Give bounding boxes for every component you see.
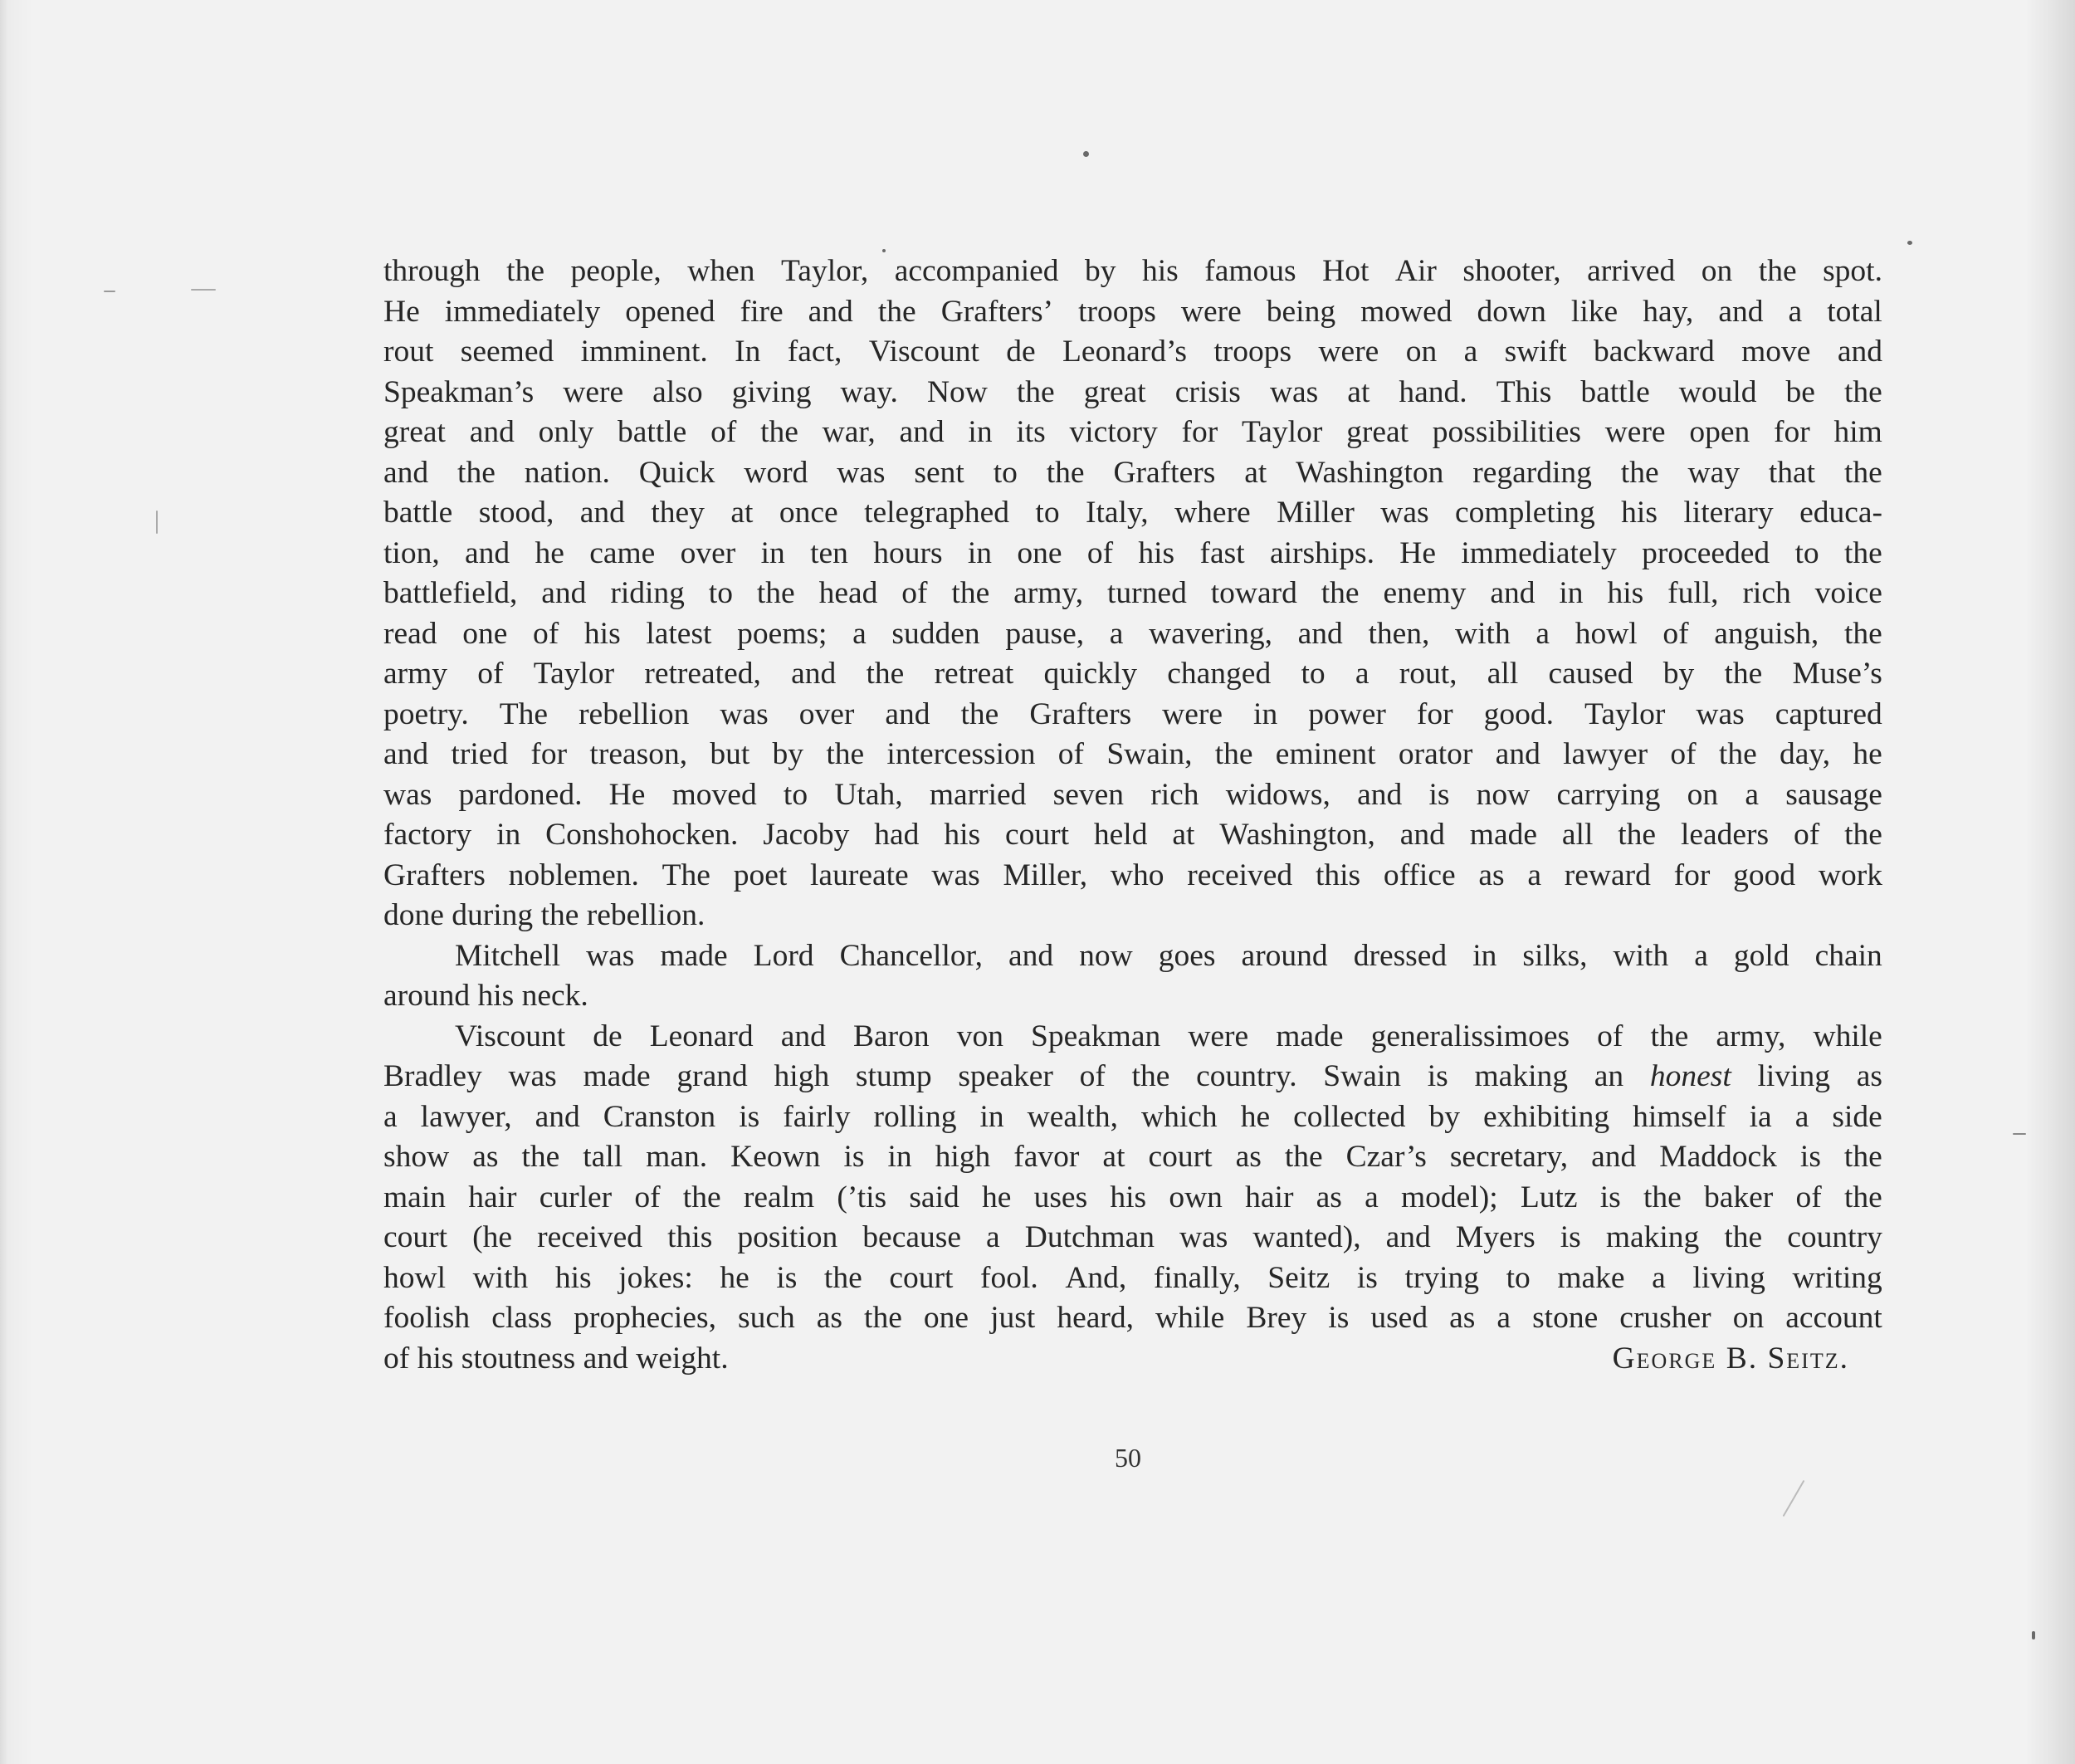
text-line: great and only battle of the war, and in its victory for Taylor great possibilities were open for him (383, 415, 1882, 449)
closing-text: of his stoutness and weight. (383, 1341, 729, 1376)
text-line: Speakman’s were also giving way. Now the great crisis was at hand. This battle would be the (383, 374, 1882, 409)
text-line: Grafters noblemen. The poet laureate was Miller, who received this office as a reward for good work (383, 858, 1882, 892)
scan-speck (1083, 151, 1089, 157)
text-line: Viscount de Leonard and Baron von Speakman were made generalissimoes of the army, while (455, 1019, 1882, 1053)
body-text (383, 252, 1882, 1379)
text-line: around his neck. (383, 979, 588, 1013)
page-number: 50 (1115, 1443, 1141, 1473)
text-line: Mitchell was made Lord Chancellor, and now goes around dressed in silks, with a gold chain (455, 938, 1882, 973)
scan-speck (1783, 1480, 1805, 1517)
text-line: through the people, when Taylor, accompanied by his famous Hot Air shooter, arrived on the spot. (383, 254, 1882, 288)
emphasized-word: honest (1649, 1059, 1731, 1093)
text-line: show as the tall man. Keown is in high favor at court as the Czar’s secretary, and Maddock is the (383, 1140, 1882, 1174)
author-signature: George B. Seitz. (1612, 1341, 1849, 1376)
text-line: was pardoned. He moved to Utah, married seven rich widows, and is now carrying on a sausage (383, 777, 1882, 812)
text-line: a lawyer, and Cranston is fairly rolling in wealth, which he collected by exhibiting himself ia a side (383, 1099, 1882, 1134)
text-line: and tried for treason, but by the intercession of Swain, the eminent orator and lawyer of the day, he (383, 737, 1882, 771)
text-line: battle stood, and they at once telegraphed to Italy, where Miller was completing his literary educa- (383, 496, 1882, 530)
text-line: howl with his jokes: he is the court fool. And, finally, Seitz is trying to make a living writing (383, 1260, 1882, 1295)
scan-speck (2013, 1133, 2026, 1135)
text-line: He immediately opened fire and the Grafters’ troops were being mowed down like hay, and a total (383, 294, 1882, 329)
text-line: main hair curler of the realm (’tis said he uses his own hair as a model); Lutz is the baker of the (383, 1180, 1882, 1214)
text-line: factory in Conshohocken. Jacoby had his court held at Washington, and made all the leaders of the (383, 818, 1882, 852)
text-line: and the nation. Quick word was sent to the Grafters at Washington regarding the way that the (383, 455, 1882, 490)
text-line: read one of his latest poems; a sudden pause, a wavering, and then, with a howl of anguish, the (383, 616, 1882, 651)
text-line: battlefield, and riding to the head of the army, turned toward the enemy and in his full, rich voice (383, 576, 1882, 610)
closing-line (383, 1339, 1882, 1380)
scan-speck (2032, 1631, 2035, 1639)
text-line: rout seemed imminent. In fact, Viscount de Leonard’s troops were on a swift backward move and (383, 335, 1882, 369)
scan-speck (156, 511, 158, 534)
text-line: poetry. The rebellion was over and the Grafters were in power for good. Taylor was captured (383, 696, 1882, 731)
scan-speck (191, 289, 216, 291)
text-line: foolish class prophecies, such as the one just heard, while Brey is used as a stone crusher on account (383, 1301, 1882, 1335)
scan-speck (1907, 241, 1912, 245)
text-line: army of Taylor retreated, and the retreat quickly changed to a rout, all caused by the Muse’s (383, 657, 1882, 691)
text-line: done during the rebellion. (383, 898, 706, 932)
scan-speck (104, 291, 115, 292)
text-line: court (he received this position because a Dutchman was wanted), and Myers is making the country (383, 1220, 1882, 1254)
text-line: tion, and he came over in ten hours in one of his fast airships. He immediately proceeded to the (383, 535, 1882, 570)
text-line: Bradley was made grand high stump speaker of the country. Swain is making an honest living as (383, 1057, 1882, 1097)
